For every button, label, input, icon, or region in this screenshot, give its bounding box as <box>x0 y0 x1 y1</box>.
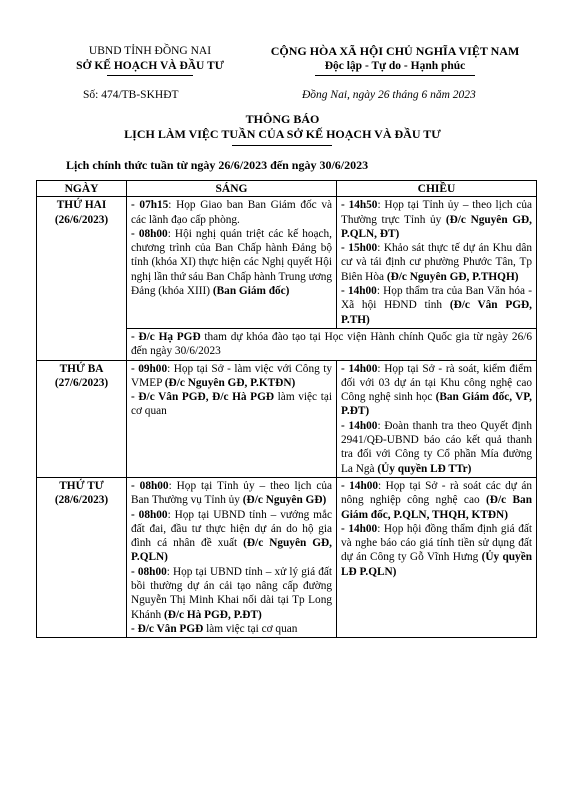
day-name: THỨ HAI <box>56 199 107 212</box>
event-text: : Khảo sát thực tế dự án Khu dân cư và tái định cư phường Phước Tân, Tp Biên Hòa <box>341 242 532 283</box>
event-attendee: - Đ/c Hạ PGĐ <box>131 330 201 343</box>
country-name: CỘNG HÒA XÃ HỘI CHỦ NGHĨA VIỆT NAM <box>270 44 520 58</box>
list-item <box>131 198 332 227</box>
day-date: (26/6/2023) <box>54 213 109 226</box>
event-time: - 08h00 <box>131 565 167 578</box>
motto-underline <box>315 75 475 76</box>
event-time: - 08h00 <box>131 508 168 521</box>
event-attendee: (Đ/c Ban Giám đốc, P.QLN, THQH, KTĐN) <box>341 494 532 521</box>
national-header <box>245 44 545 76</box>
event-time: - 14h00 <box>341 479 379 492</box>
event-time: - 14h00 <box>341 522 378 535</box>
event-attendee: (Đ/c Nguyên GĐ) <box>242 494 327 507</box>
event-time: - 14h00 <box>341 362 378 375</box>
list-item <box>131 479 332 508</box>
event-text: : Họp tại Sở - làm việc với Công ty VMEP <box>131 362 332 389</box>
event-text: : Họp tại UBND tỉnh – vướng mắc đất đai, đầu tư thực hiện dự án do hộ gia đình cá nhân đề xuất <box>131 508 332 550</box>
table-row <box>37 197 537 329</box>
day-cell <box>37 197 127 360</box>
notice-subtitle: LỊCH LÀM VIỆC TUẦN CỦA SỞ KẾ HOẠCH VÀ ĐẦU TƯ <box>124 127 441 141</box>
event-text: : Hội nghị quán triệt các kế hoạch, chương trình của Ban Chấp hành Đảng bộ tỉnh (khóa XI) thực hiện các Nghị quyết Hội nghị lần thứ sáu Ban Chấp hành Trung ương Đảng (khóa XIII) <box>131 227 333 298</box>
event-time: - 14h00 <box>341 419 378 432</box>
issuing-agency <box>50 44 250 76</box>
event-text: : Họp tại Sở - rà soát các dự án nông nghiệp công nghệ cao <box>341 479 532 507</box>
morning-cell <box>127 360 337 477</box>
event-text: : Họp tại Tỉnh ủy – theo lịch của Thường trực Tỉnh ủy <box>341 199 532 226</box>
event-text: : Đoàn thanh tra theo Quyết định 2941/QĐ-UBND báo cáo kết quả thanh tra đối với Công ty Cổ phần Mía đường La Ngà <box>341 419 532 475</box>
list-item <box>341 198 532 241</box>
list-item <box>131 227 332 298</box>
day-date: (28/6/2023) <box>54 494 109 507</box>
event-attendee: - Đ/c Vân PGĐ <box>131 622 204 635</box>
event-attendee: (Ủy quyền LĐ TTr) <box>377 462 472 475</box>
event-time: - 15h00 <box>341 242 378 255</box>
col-day-header: NGÀY <box>37 181 127 197</box>
event-attendee: (Đ/c Nguyên GĐ, P.KTĐN) <box>164 376 296 389</box>
event-text: : Họp tại Sở - rà soát, kiểm điểm đối với 03 dự án tại Khu công nghệ cao Công nghệ sinh học <box>341 362 532 404</box>
list-item <box>131 622 332 636</box>
morning-cell <box>127 197 337 329</box>
event-text: : Họp thẩm tra của Ban Văn hóa - Xã hội HĐND tỉnh <box>341 285 532 312</box>
agency-parent: UBND TỈNH ĐỒNG NAI <box>88 45 212 57</box>
event-attendee: (Đ/c Hà PGĐ, P.ĐT) <box>163 608 262 621</box>
event-attendee: (Ban Giám đốc, VP, P.ĐT) <box>341 391 532 418</box>
title-underline <box>232 145 332 146</box>
morning-cell <box>127 477 337 637</box>
event-text: : Họp Giao ban Ban Giám đốc và các lãnh đạo cấp phòng. <box>131 199 332 226</box>
col-afternoon-header: CHIỀU <box>337 181 537 197</box>
event-time: - 14h50 <box>341 199 378 212</box>
list-item <box>341 284 532 327</box>
schedule-period: Lịch chính thức tuần từ ngày 26/6/2023 đến ngày 30/6/2023 <box>66 158 369 172</box>
event-time: - 08h00 <box>131 227 168 240</box>
weekly-schedule-table <box>36 180 537 638</box>
event-attendee: (Đ/c Nguyên GĐ, P.THQH) <box>386 270 519 283</box>
event-attendee: (Đ/c Nguyên GĐ, P.QLN, ĐT) <box>341 213 532 240</box>
event-attendee: (Ủy quyền LĐ P.QLN) <box>341 551 532 578</box>
event-text: : Họp tại UBND tỉnh – xử lý giá đất bồi thường dự án cải tạo nâng cấp đường Nguyễn Thị Minh Khai nối dài tại Tp Long Khánh <box>131 565 332 621</box>
place-date: Đồng Nai, ngày 26 tháng 6 năm 2023 <box>302 89 476 101</box>
notice-title: THÔNG BÁO <box>245 112 320 126</box>
agency-underline <box>107 75 193 76</box>
day-cell <box>37 477 127 637</box>
list-item <box>341 522 532 579</box>
event-time: - 08h00 <box>131 479 169 492</box>
event-text: tham dự khóa đào tạo tại Học viện Hành chính Quốc gia từ ngày 26/6 đến ngày 30/6/2023 <box>131 330 533 358</box>
list-item <box>131 565 332 622</box>
day-cell <box>37 360 127 477</box>
event-attendee: (Ban Giám đốc) <box>212 285 290 298</box>
list-item <box>341 419 532 476</box>
event-text: : Họp hội đồng thẩm định giá đất và nghe báo cáo giá tính tiền sử dụng đất dự án Công ty Gỗ Vĩnh Hưng <box>341 522 532 564</box>
list-item <box>341 479 532 522</box>
table-row <box>37 360 537 477</box>
document-number: Số: 474/TB-SKHĐT <box>83 89 179 101</box>
event-text: : Họp tại Tỉnh ủy – theo lịch của Ban Thường vụ Tỉnh ủy <box>131 479 333 507</box>
day-name: THỨ BA <box>59 362 104 375</box>
table-row <box>37 477 537 637</box>
agency-name: SỞ KẾ HOẠCH VÀ ĐẦU TƯ <box>76 60 224 72</box>
event-attendee: (Đ/c Nguyên GĐ, P.QLN) <box>131 537 332 564</box>
list-item <box>341 362 532 419</box>
day-name: THỨ TƯ <box>59 479 104 492</box>
list-item <box>131 390 332 419</box>
event-time: - 14h00 <box>341 285 377 298</box>
list-item <box>131 362 332 391</box>
national-motto: Độc lập - Tự do - Hạnh phúc <box>324 60 466 72</box>
event-text: làm việc tại cơ quan <box>203 622 298 635</box>
day-date: (27/6/2023) <box>54 376 109 389</box>
all-day-cell <box>127 328 537 360</box>
table-header-row <box>37 181 537 197</box>
col-morning-header: SÁNG <box>127 181 337 197</box>
list-item <box>131 508 332 565</box>
event-time: - 07h15 <box>131 199 169 212</box>
list-item <box>341 241 532 284</box>
event-time: - 09h00 <box>131 362 168 375</box>
event-attendee: - Đ/c Vân PGĐ, Đ/c Hà PGĐ <box>131 391 275 404</box>
afternoon-cell <box>337 197 537 329</box>
event-text: làm việc tại cơ quan <box>131 391 332 418</box>
afternoon-cell <box>337 360 537 477</box>
event-attendee: (Đ/c Vân PGĐ, P.TH) <box>341 299 532 326</box>
afternoon-cell <box>337 477 537 637</box>
